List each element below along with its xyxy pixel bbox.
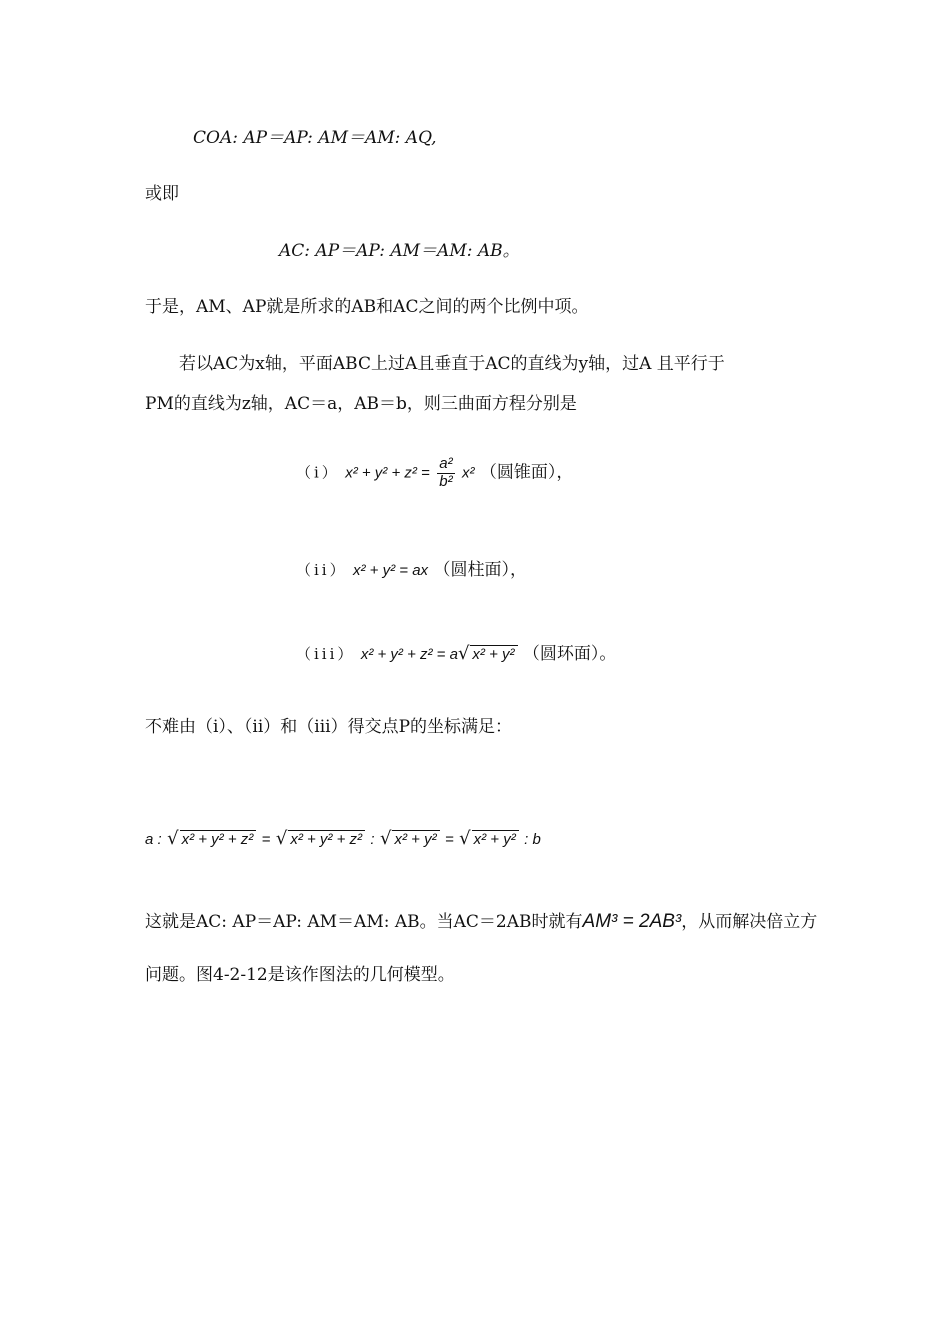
- radicand-2: x² + y² + z²: [288, 830, 365, 847]
- equation-am-cube: AM³ = 2AB³: [582, 911, 682, 932]
- radicand: x² + y²: [470, 645, 517, 662]
- equation-note: （圆环面）。: [522, 644, 617, 664]
- equation-lhs: x² + y² + z² = a: [360, 646, 458, 663]
- colon-sign: :: [370, 831, 375, 848]
- term-b: : b: [524, 831, 541, 848]
- radicand-4: x² + y²: [472, 830, 519, 847]
- fraction-numerator: a²: [439, 455, 453, 472]
- paragraph-coordinates-line-1: 若以AC为x轴，平面ABC上过A且垂直于AC的直线为y轴，过A 且平行于: [179, 354, 725, 374]
- equation-label: （iii）: [296, 645, 356, 663]
- equation-lhs: x² + y² + z² =: [345, 464, 430, 482]
- equation-torus: [296, 645, 616, 663]
- radical-sign: √: [457, 643, 470, 664]
- text-figure-reference: 问题。图4-2-12是该作图法的几何模型。: [145, 965, 455, 985]
- equation-expression: x² + y² = ax: [353, 562, 429, 579]
- proportion-line-2: AC: AP＝AP: AM＝AM: AB。: [279, 241, 520, 261]
- text-or-namely: 或即: [145, 184, 179, 204]
- equation-continued-proportion: a : √ x² + y² + z² = √ x² + y² + z² : √ x² + y² = √ x² + y² : b: [145, 828, 541, 849]
- equals-sign: =: [261, 831, 271, 848]
- text-doubling-part-2: ，从而解决倍立方: [681, 912, 818, 932]
- equals-sign: =: [444, 831, 454, 848]
- equation-note: （圆锥面），: [479, 462, 574, 483]
- text-doubling-cube: [145, 912, 817, 931]
- term-a: a :: [145, 831, 162, 848]
- equation-cylinder: [296, 562, 527, 579]
- fraction-denominator: b²: [439, 472, 453, 490]
- radicand-3: x² + y²: [392, 830, 439, 847]
- proportion-line-1: COA: AP＝AP: AM＝AM: AQ,: [193, 128, 437, 148]
- equation-cone: [296, 456, 573, 490]
- text-doubling-part-1: 这就是AC: AP＝AP: AM＝AM: AB。当AC＝2AB时就有: [145, 912, 583, 932]
- radicand-1: x² + y² + z²: [180, 830, 257, 847]
- equation-label: （ii）: [296, 561, 348, 579]
- equation-tail: x²: [461, 464, 475, 482]
- paragraph-coordinates-line-2: PM的直线为z轴，AC＝a，AB＝b，则三曲面方程分别是: [145, 394, 577, 414]
- text-intersection-condition: 不难由（i）、（ii）和（iii）得交点P的坐标满足：: [145, 717, 513, 737]
- text-mean-proportionals: 于是，AM、AP就是所求的AB和AC之间的两个比例中项。: [145, 297, 589, 317]
- equation-fraction: [437, 456, 454, 490]
- equation-note: （圆柱面），: [433, 560, 527, 580]
- equation-label: （i）: [296, 463, 340, 482]
